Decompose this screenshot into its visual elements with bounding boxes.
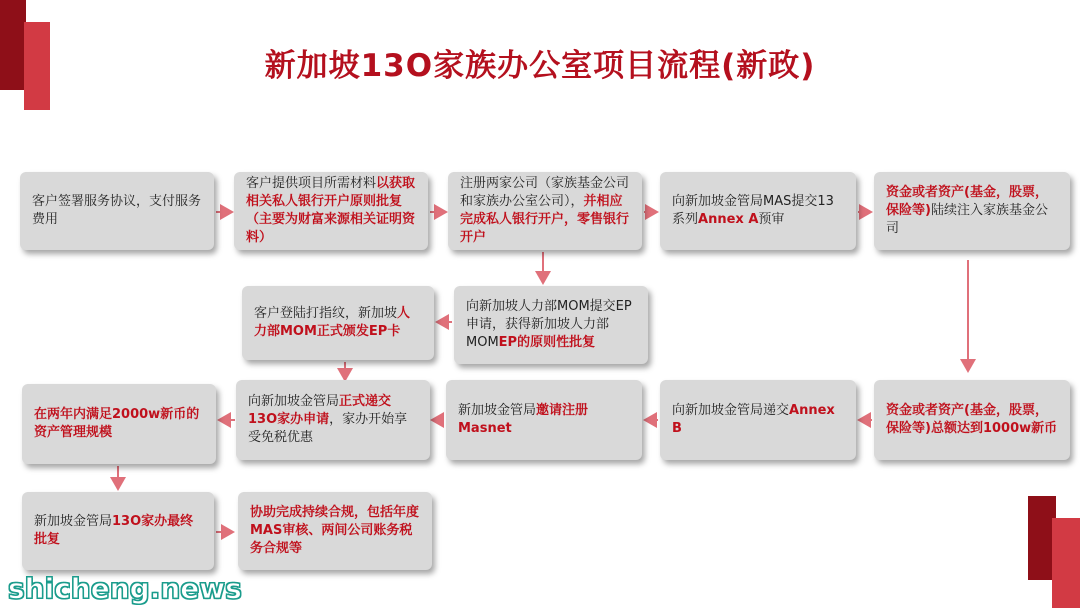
step-9-submit-annex-b: 向新加坡金管局递交Annex B [660,380,856,460]
watermark: shicheng.news [8,572,242,605]
page-title: 新加坡13O家族办公室项目流程(新政) [264,48,816,84]
step-10-masnet-registration: 新加坡金管局邀请注册Masnet [446,380,642,460]
step-2-provide-materials: 客户提供项目所需材料以获取相关私人银行开户原则批复（主要为财富来源相关证明资料） [234,172,428,250]
step-12-aum-20m-in-two-years: 在两年内满足2000w新币的资产管理规模 [22,384,216,464]
step-7-ep-card-issued: 客户登陆打指纹，新加坡人力部MOM正式颁发EP卡 [242,286,434,360]
step-8-assets-reach-10m: 资金或者资产(基金，股票，保险等)总额达到1000w新币 [874,380,1070,460]
step-14-ongoing-compliance: 协助完成持续合规，包括年度MAS审核、两间公司账务税务合规等 [238,492,432,570]
step-11-formal-13o-application: 向新加坡金管局正式递交13O家办申请，家办开始享受免税优惠 [236,380,430,460]
step-3-register-companies: 注册两家公司（家族基金公司和家族办公室公司），并相应完成私人银行开户，零售银行开户 [448,172,642,250]
step-6-mom-ep-application: 向新加坡人力部MOM提交EP申请，获得新加坡人力部MOMEP的原则性批复 [454,286,648,364]
step-5-inject-assets: 资金或者资产(基金，股票，保险等)陆续注入家族基金公司 [874,172,1070,250]
step-4-submit-annex-a: 向新加坡金管局MAS提交13系列Annex A预审 [660,172,856,250]
step-1-sign-agreement: 客户签署服务协议，支付服务费用 [20,172,214,250]
step-13-final-approval: 新加坡金管局13O家办最终批复 [22,492,214,570]
